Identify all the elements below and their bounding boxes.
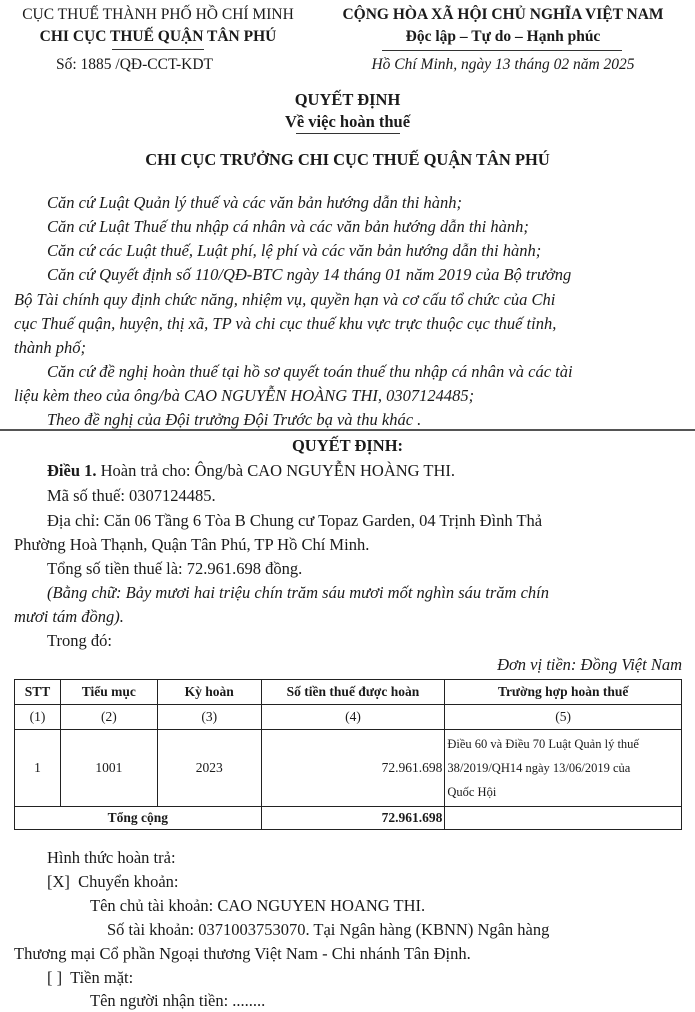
- basis-line: Căn cứ Luật Thuế thu nhập cá nhân và các văn bản hướng dẫn thi hành;: [47, 217, 529, 236]
- cell-ky-hoan: 2023: [157, 730, 261, 807]
- transfer-option: [47, 872, 179, 892]
- account-number: Số tài khoản: 0371003753070. Tại Ngân hàng (KBNN) Ngân hàng: [107, 920, 550, 939]
- cash-label: Tiền mặt:: [70, 968, 134, 987]
- tax-code: Mã số thuế: 0307124485.: [47, 486, 216, 505]
- table-index-row: [15, 705, 682, 730]
- reason-line: Quốc Hội: [447, 785, 497, 799]
- column-index: (1): [15, 705, 61, 730]
- table-row: [15, 730, 682, 807]
- agency-name: CHI CỤC THUẾ QUẬN TÂN PHÚ: [39, 28, 277, 45]
- reason-line: 38/2019/QH14 ngày 13/06/2019 của: [447, 761, 631, 775]
- column-index: (5): [445, 705, 682, 730]
- article-1: [47, 461, 455, 481]
- document-title: QUYẾT ĐỊNH: [294, 90, 401, 109]
- column-index: (2): [60, 705, 157, 730]
- amount-in-words: (Bằng chữ: Bảy mươi hai triệu chín trăm sáu mươi mốt nghìn sáu trăm chín: [47, 583, 549, 602]
- cell-reason: [445, 730, 682, 807]
- motto-underline: [382, 50, 622, 51]
- table-total-row: [15, 807, 682, 830]
- column-header: Tiểu mục: [60, 680, 157, 705]
- subject-underline: [296, 133, 400, 134]
- cash-receiver: Tên người nhận tiền: ........: [90, 991, 266, 1010]
- cell-stt: 1: [15, 730, 61, 807]
- article-1-label: Điều 1.: [47, 461, 97, 480]
- document-subject: Về việc hoàn thuế: [284, 112, 411, 131]
- transfer-label: Chuyển khoản:: [78, 872, 179, 891]
- agency-parent: CỤC THUẾ THÀNH PHỐ HỒ CHÍ MINH: [22, 6, 294, 23]
- payment-method-label: Hình thức hoàn trả:: [47, 848, 176, 867]
- total-value: 72.961.698: [261, 807, 445, 830]
- amount-in-words: mươi tám đồng).: [14, 607, 124, 626]
- column-header: Trường hợp hoàn thuế: [445, 680, 682, 705]
- decision-heading: QUYẾT ĐỊNH:: [291, 436, 404, 455]
- agency-underline: [112, 49, 204, 50]
- cash-checkbox: [ ]: [47, 968, 63, 987]
- page-break-line: [0, 429, 695, 431]
- account-holder: Tên chủ tài khoản: CAO NGUYEN HOANG THI.: [90, 896, 426, 915]
- basis-line: thành phố;: [14, 338, 86, 357]
- transfer-checkbox: [X]: [47, 872, 70, 891]
- bank-name: Thương mại Cổ phần Ngoại thương Việt Nam - Chi nhánh Tân Định.: [14, 944, 471, 963]
- total-amount: Tổng số tiền thuế là: 72.961.698 đồng.: [47, 559, 303, 578]
- basis-line: Căn cứ đề nghị hoàn thuế tại hồ sơ quyết toán thuế thu nhập cá nhân và các tài: [47, 362, 573, 381]
- issue-date: Hồ Chí Minh, ngày 13 tháng 02 năm 2025: [371, 56, 635, 73]
- article-1-text: Hoàn trả cho: Ông/bà CAO NGUYỄN HOÀNG THI.: [96, 461, 456, 480]
- basis-line: Căn cứ các Luật thuế, Luật phí, lệ phí và các văn bản hướng dẫn thi hành;: [47, 241, 542, 260]
- total-label: Tổng cộng: [15, 807, 262, 830]
- document-number: Số: 1885 /QĐ-CCT-KDT: [56, 56, 214, 73]
- basis-line: liệu kèm theo của ông/bà CAO NGUYỄN HOÀNG THI, 0307124485;: [14, 386, 475, 405]
- reason-line: Điều 60 và Điều 70 Luật Quản lý thuế: [447, 737, 639, 751]
- cash-option: [47, 968, 133, 988]
- cell-so-tien: 72.961.698: [261, 730, 445, 807]
- column-index: (3): [157, 705, 261, 730]
- currency-unit: Đơn vị tiền: Đồng Việt Nam: [497, 655, 682, 674]
- table-header-row: [15, 680, 682, 705]
- republic-name: CỘNG HÒA XÃ HỘI CHỦ NGHĨA VIỆT NAM: [342, 6, 664, 23]
- basis-line: Căn cứ Luật Quản lý thuế và các văn bản hướng dẫn thi hành;: [47, 193, 462, 212]
- basis-line: Căn cứ Quyết định số 110/QĐ-BTC ngày 14 tháng 01 năm 2019 của Bộ trưởng: [47, 265, 572, 284]
- total-empty-cell: [445, 807, 682, 830]
- address-line: Địa chỉ: Căn 06 Tầng 6 Tòa B Chung cư Topaz Garden, 04 Trịnh Đình Thả: [47, 511, 543, 530]
- cell-tieu-muc: 1001: [60, 730, 157, 807]
- column-header: STT: [15, 680, 61, 705]
- address-line: Phường Hoà Thạnh, Quận Tân Phú, TP Hồ Chí Minh.: [14, 535, 370, 554]
- column-index: (4): [261, 705, 445, 730]
- column-header: Kỳ hoàn: [157, 680, 261, 705]
- basis-line: cục Thuế quận, huyện, thị xã, TP và chi cục thuế khu vực trực thuộc cục thuế tỉnh,: [14, 314, 557, 333]
- within-label: Trong đó:: [47, 631, 112, 650]
- refund-table: [14, 679, 682, 830]
- basis-line: Theo đề nghị của Đội trưởng Đội Trước bạ và thu khác .: [47, 410, 422, 429]
- column-header: Số tiền thuế được hoàn: [261, 680, 445, 705]
- basis-line: Bộ Tài chính quy định chức năng, nhiệm vụ, quyền hạn và cơ cấu tổ chức của Chi: [14, 290, 556, 309]
- issuer-title: CHI CỤC TRƯỞNG CHI CỤC THUẾ QUẬN TÂN PHÚ: [145, 150, 550, 169]
- national-motto: Độc lập – Tự do – Hạnh phúc: [405, 28, 601, 45]
